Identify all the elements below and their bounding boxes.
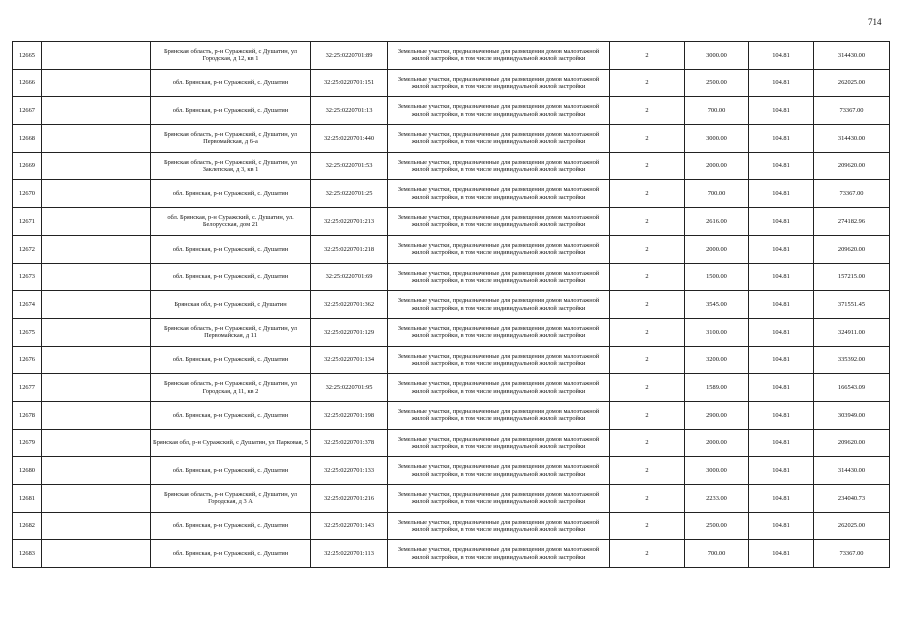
row-number-cell: 12672 bbox=[13, 235, 42, 263]
cadastral-value-cell: 324911.00 bbox=[814, 318, 890, 346]
spacer-cell bbox=[42, 457, 151, 485]
table-row bbox=[13, 42, 890, 70]
group-number-cell: 2 bbox=[610, 457, 685, 485]
cadastral-number-cell: 32:25:0220701:95 bbox=[311, 374, 388, 402]
cadastral-number-cell: 32:25:0220701:25 bbox=[311, 180, 388, 208]
address-cell: обл. Брянская, р-н Суражский, с. Душатин bbox=[151, 235, 311, 263]
land-use-purpose-cell: Земельные участки, предназначенные для размещения домов малоэтажной жилой застройки, в том числе индивидуальной жилой застройки bbox=[388, 69, 610, 97]
row-number-cell: 12676 bbox=[13, 346, 42, 374]
area-cell: 3200.00 bbox=[685, 346, 749, 374]
area-cell: 2000.00 bbox=[685, 152, 749, 180]
table-row bbox=[13, 374, 890, 402]
address-cell: Брянская область, р-н Суражский, с Душатин, ул Первомайская, д 6-а bbox=[151, 125, 311, 153]
address-cell: обл. Брянская, р-н Суражский, с. Душатин bbox=[151, 97, 311, 125]
specific-value-cell: 104.81 bbox=[749, 97, 814, 125]
row-number-cell: 12681 bbox=[13, 485, 42, 513]
cadastral-value-cell: 314430.00 bbox=[814, 457, 890, 485]
row-number-cell: 12678 bbox=[13, 401, 42, 429]
land-use-purpose-cell: Земельные участки, предназначенные для размещения домов малоэтажной жилой застройки, в том числе индивидуальной жилой застройки bbox=[388, 97, 610, 125]
land-use-purpose-cell: Земельные участки, предназначенные для размещения домов малоэтажной жилой застройки, в том числе индивидуальной жилой застройки bbox=[388, 401, 610, 429]
group-number-cell: 2 bbox=[610, 97, 685, 125]
area-cell: 2000.00 bbox=[685, 429, 749, 457]
specific-value-cell: 104.81 bbox=[749, 346, 814, 374]
row-number-cell: 12680 bbox=[13, 457, 42, 485]
spacer-cell bbox=[42, 512, 151, 540]
table-row bbox=[13, 152, 890, 180]
address-cell: Брянская область, р-н Суражский, с Душатин, ул Первомайская, д 11 bbox=[151, 318, 311, 346]
cadastral-value-cell: 314430.00 bbox=[814, 125, 890, 153]
group-number-cell: 2 bbox=[610, 125, 685, 153]
land-use-purpose-cell: Земельные участки, предназначенные для размещения домов малоэтажной жилой застройки, в том числе индивидуальной жилой застройки bbox=[388, 540, 610, 568]
group-number-cell: 2 bbox=[610, 318, 685, 346]
table-row bbox=[13, 180, 890, 208]
group-number-cell: 2 bbox=[610, 374, 685, 402]
land-use-purpose-cell: Земельные участки, предназначенные для размещения домов малоэтажной жилой застройки, в том числе индивидуальной жилой застройки bbox=[388, 208, 610, 236]
spacer-cell bbox=[42, 69, 151, 97]
group-number-cell: 2 bbox=[610, 69, 685, 97]
group-number-cell: 2 bbox=[610, 512, 685, 540]
spacer-cell bbox=[42, 235, 151, 263]
group-number-cell: 2 bbox=[610, 42, 685, 70]
specific-value-cell: 104.81 bbox=[749, 401, 814, 429]
area-cell: 2233.00 bbox=[685, 485, 749, 513]
address-cell: Брянская обл, р-н Суражский, с Душатин, ул Парковая, 5 bbox=[151, 429, 311, 457]
address-cell: обл. Брянская, р-н Суражский, с. Душатин bbox=[151, 263, 311, 291]
address-cell: обл. Брянская, р-н Суражский, с. Душатин bbox=[151, 346, 311, 374]
land-use-purpose-cell: Земельные участки, предназначенные для размещения домов малоэтажной жилой застройки, в том числе индивидуальной жилой застройки bbox=[388, 457, 610, 485]
land-use-purpose-cell: Земельные участки, предназначенные для размещения домов малоэтажной жилой застройки, в том числе индивидуальной жилой застройки bbox=[388, 263, 610, 291]
area-cell: 700.00 bbox=[685, 180, 749, 208]
table-row bbox=[13, 125, 890, 153]
cadastral-number-cell: 32:25:0220701:216 bbox=[311, 485, 388, 513]
cadastral-value-cell: 262025.00 bbox=[814, 512, 890, 540]
address-cell: Брянская область, р-н Суражский, с Душатин, ул Городская, д 12, кв 1 bbox=[151, 42, 311, 70]
group-number-cell: 2 bbox=[610, 401, 685, 429]
cadastral-value-cell: 335392.00 bbox=[814, 346, 890, 374]
cadastral-number-cell: 32:25:0220701:362 bbox=[311, 291, 388, 319]
specific-value-cell: 104.81 bbox=[749, 374, 814, 402]
table-row bbox=[13, 291, 890, 319]
area-cell: 2500.00 bbox=[685, 69, 749, 97]
area-cell: 2500.00 bbox=[685, 512, 749, 540]
cadastral-value-cell: 314430.00 bbox=[814, 42, 890, 70]
group-number-cell: 2 bbox=[610, 152, 685, 180]
specific-value-cell: 104.81 bbox=[749, 318, 814, 346]
land-registry-table bbox=[12, 41, 890, 568]
land-use-purpose-cell: Земельные участки, предназначенные для размещения домов малоэтажной жилой застройки, в том числе индивидуальной жилой застройки bbox=[388, 485, 610, 513]
cadastral-value-cell: 73367.00 bbox=[814, 540, 890, 568]
land-use-purpose-cell: Земельные участки, предназначенные для размещения домов малоэтажной жилой застройки, в том числе индивидуальной жилой застройки bbox=[388, 125, 610, 153]
specific-value-cell: 104.81 bbox=[749, 125, 814, 153]
cadastral-value-cell: 209620.00 bbox=[814, 152, 890, 180]
specific-value-cell: 104.81 bbox=[749, 235, 814, 263]
cadastral-number-cell: 32:25:0220701:143 bbox=[311, 512, 388, 540]
cadastral-number-cell: 32:25:0220701:213 bbox=[311, 208, 388, 236]
specific-value-cell: 104.81 bbox=[749, 429, 814, 457]
spacer-cell bbox=[42, 485, 151, 513]
spacer-cell bbox=[42, 208, 151, 236]
group-number-cell: 2 bbox=[610, 208, 685, 236]
row-number-cell: 12671 bbox=[13, 208, 42, 236]
land-use-purpose-cell: Земельные участки, предназначенные для размещения домов малоэтажной жилой застройки, в том числе индивидуальной жилой застройки bbox=[388, 346, 610, 374]
cadastral-value-cell: 303949.00 bbox=[814, 401, 890, 429]
specific-value-cell: 104.81 bbox=[749, 180, 814, 208]
cadastral-number-cell: 32:25:0220701:129 bbox=[311, 318, 388, 346]
address-cell: Брянская область, р-н Суражский, с Душатин, ул Заклепская, д 3, кв 1 bbox=[151, 152, 311, 180]
cadastral-value-cell: 157215.00 bbox=[814, 263, 890, 291]
cadastral-value-cell: 73367.00 bbox=[814, 97, 890, 125]
cadastral-number-cell: 32:25:0220701:69 bbox=[311, 263, 388, 291]
address-cell: обл. Брянская, р-н Суражский, с. Душатин bbox=[151, 180, 311, 208]
land-use-purpose-cell: Земельные участки, предназначенные для размещения домов малоэтажной жилой застройки, в том числе индивидуальной жилой застройки bbox=[388, 42, 610, 70]
spacer-cell bbox=[42, 42, 151, 70]
land-use-purpose-cell: Земельные участки, предназначенные для размещения домов малоэтажной жилой застройки, в том числе индивидуальной жилой застройки bbox=[388, 318, 610, 346]
area-cell: 1500.00 bbox=[685, 263, 749, 291]
group-number-cell: 2 bbox=[610, 263, 685, 291]
row-number-cell: 12667 bbox=[13, 97, 42, 125]
cadastral-number-cell: 32:25:0220701:218 bbox=[311, 235, 388, 263]
group-number-cell: 2 bbox=[610, 180, 685, 208]
area-cell: 3000.00 bbox=[685, 125, 749, 153]
table-row bbox=[13, 97, 890, 125]
land-use-purpose-cell: Земельные участки, предназначенные для размещения домов малоэтажной жилой застройки, в том числе индивидуальной жилой застройки bbox=[388, 512, 610, 540]
spacer-cell bbox=[42, 180, 151, 208]
cadastral-value-cell: 262025.00 bbox=[814, 69, 890, 97]
land-use-purpose-cell: Земельные участки, предназначенные для размещения домов малоэтажной жилой застройки, в том числе индивидуальной жилой застройки bbox=[388, 180, 610, 208]
row-number-cell: 12682 bbox=[13, 512, 42, 540]
table-row bbox=[13, 401, 890, 429]
table-row bbox=[13, 346, 890, 374]
page-number: 714 bbox=[868, 17, 882, 27]
group-number-cell: 2 bbox=[610, 291, 685, 319]
address-cell: Брянская обл, р-н Суражский, с Душатин bbox=[151, 291, 311, 319]
spacer-cell bbox=[42, 318, 151, 346]
cadastral-value-cell: 274182.96 bbox=[814, 208, 890, 236]
cadastral-number-cell: 32:25:0220701:53 bbox=[311, 152, 388, 180]
address-cell: Брянская область, р-н Суражский, с Душатин, ул Городская, д 11, кв 2 bbox=[151, 374, 311, 402]
address-cell: обл. Брянская, р-н Суражский, с. Душатин bbox=[151, 401, 311, 429]
cadastral-number-cell: 32:25:0220701:198 bbox=[311, 401, 388, 429]
group-number-cell: 2 bbox=[610, 346, 685, 374]
spacer-cell bbox=[42, 401, 151, 429]
table-row bbox=[13, 485, 890, 513]
cadastral-number-cell: 32:25:0220701:151 bbox=[311, 69, 388, 97]
table-row bbox=[13, 69, 890, 97]
cadastral-number-cell: 32:25:0220701:440 bbox=[311, 125, 388, 153]
spacer-cell bbox=[42, 291, 151, 319]
table-row bbox=[13, 235, 890, 263]
cadastral-number-cell: 32:25:0220701:133 bbox=[311, 457, 388, 485]
specific-value-cell: 104.81 bbox=[749, 291, 814, 319]
row-number-cell: 12677 bbox=[13, 374, 42, 402]
address-cell: обл. Брянская, р-н Суражский, с. Душатин bbox=[151, 540, 311, 568]
row-number-cell: 12668 bbox=[13, 125, 42, 153]
specific-value-cell: 104.81 bbox=[749, 512, 814, 540]
area-cell: 700.00 bbox=[685, 540, 749, 568]
spacer-cell bbox=[42, 374, 151, 402]
specific-value-cell: 104.81 bbox=[749, 540, 814, 568]
cadastral-number-cell: 32:25:0220701:89 bbox=[311, 42, 388, 70]
land-use-purpose-cell: Земельные участки, предназначенные для размещения домов малоэтажной жилой застройки, в том числе индивидуальной жилой застройки bbox=[388, 291, 610, 319]
area-cell: 3545.00 bbox=[685, 291, 749, 319]
table-row bbox=[13, 429, 890, 457]
area-cell: 3000.00 bbox=[685, 42, 749, 70]
row-number-cell: 12669 bbox=[13, 152, 42, 180]
area-cell: 3100.00 bbox=[685, 318, 749, 346]
area-cell: 1589.00 bbox=[685, 374, 749, 402]
specific-value-cell: 104.81 bbox=[749, 263, 814, 291]
group-number-cell: 2 bbox=[610, 429, 685, 457]
specific-value-cell: 104.81 bbox=[749, 457, 814, 485]
row-number-cell: 12683 bbox=[13, 540, 42, 568]
group-number-cell: 2 bbox=[610, 540, 685, 568]
land-use-purpose-cell: Земельные участки, предназначенные для размещения домов малоэтажной жилой застройки, в том числе индивидуальной жилой застройки bbox=[388, 235, 610, 263]
table-row bbox=[13, 512, 890, 540]
area-cell: 700.00 bbox=[685, 97, 749, 125]
address-cell: обл. Брянская, р-н Суражский, с. Душатин bbox=[151, 457, 311, 485]
address-cell: обл. Брянская, р-н Суражский, с. Душатин bbox=[151, 69, 311, 97]
row-number-cell: 12665 bbox=[13, 42, 42, 70]
cadastral-number-cell: 32:25:0220701:113 bbox=[311, 540, 388, 568]
spacer-cell bbox=[42, 97, 151, 125]
land-use-purpose-cell: Земельные участки, предназначенные для размещения домов малоэтажной жилой застройки, в том числе индивидуальной жилой застройки bbox=[388, 152, 610, 180]
cadastral-value-cell: 209620.00 bbox=[814, 235, 890, 263]
group-number-cell: 2 bbox=[610, 485, 685, 513]
row-number-cell: 12674 bbox=[13, 291, 42, 319]
row-number-cell: 12675 bbox=[13, 318, 42, 346]
specific-value-cell: 104.81 bbox=[749, 69, 814, 97]
spacer-cell bbox=[42, 125, 151, 153]
row-number-cell: 12673 bbox=[13, 263, 42, 291]
address-cell: обл. Брянская, р-н Суражский, с. Душатин, ул. Белорусская, дом 21 bbox=[151, 208, 311, 236]
group-number-cell: 2 bbox=[610, 235, 685, 263]
cadastral-value-cell: 73367.00 bbox=[814, 180, 890, 208]
table-row bbox=[13, 318, 890, 346]
cadastral-value-cell: 371551.45 bbox=[814, 291, 890, 319]
specific-value-cell: 104.81 bbox=[749, 485, 814, 513]
specific-value-cell: 104.81 bbox=[749, 42, 814, 70]
cadastral-number-cell: 32:25:0220701:13 bbox=[311, 97, 388, 125]
specific-value-cell: 104.81 bbox=[749, 152, 814, 180]
area-cell: 2616.00 bbox=[685, 208, 749, 236]
cadastral-number-cell: 32:25:0220701:134 bbox=[311, 346, 388, 374]
area-cell: 3000.00 bbox=[685, 457, 749, 485]
cadastral-value-cell: 234040.73 bbox=[814, 485, 890, 513]
row-number-cell: 12679 bbox=[13, 429, 42, 457]
cadastral-number-cell: 32:25:0220701:378 bbox=[311, 429, 388, 457]
spacer-cell bbox=[42, 152, 151, 180]
spacer-cell bbox=[42, 429, 151, 457]
land-use-purpose-cell: Земельные участки, предназначенные для размещения домов малоэтажной жилой застройки, в том числе индивидуальной жилой застройки bbox=[388, 374, 610, 402]
address-cell: Брянская область, р-н Суражский, с Душатин, ул Городская, д 3 А bbox=[151, 485, 311, 513]
cadastral-value-cell: 166543.09 bbox=[814, 374, 890, 402]
table-row bbox=[13, 263, 890, 291]
registry-body bbox=[13, 42, 890, 568]
land-use-purpose-cell: Земельные участки, предназначенные для размещения домов малоэтажной жилой застройки, в том числе индивидуальной жилой застройки bbox=[388, 429, 610, 457]
table-row bbox=[13, 208, 890, 236]
specific-value-cell: 104.81 bbox=[749, 208, 814, 236]
spacer-cell bbox=[42, 263, 151, 291]
row-number-cell: 12666 bbox=[13, 69, 42, 97]
spacer-cell bbox=[42, 346, 151, 374]
table-row bbox=[13, 540, 890, 568]
address-cell: обл. Брянская, р-н Суражский, с. Душатин bbox=[151, 512, 311, 540]
area-cell: 2000.00 bbox=[685, 235, 749, 263]
spacer-cell bbox=[42, 540, 151, 568]
table-row bbox=[13, 457, 890, 485]
row-number-cell: 12670 bbox=[13, 180, 42, 208]
cadastral-value-cell: 209620.00 bbox=[814, 429, 890, 457]
area-cell: 2900.00 bbox=[685, 401, 749, 429]
